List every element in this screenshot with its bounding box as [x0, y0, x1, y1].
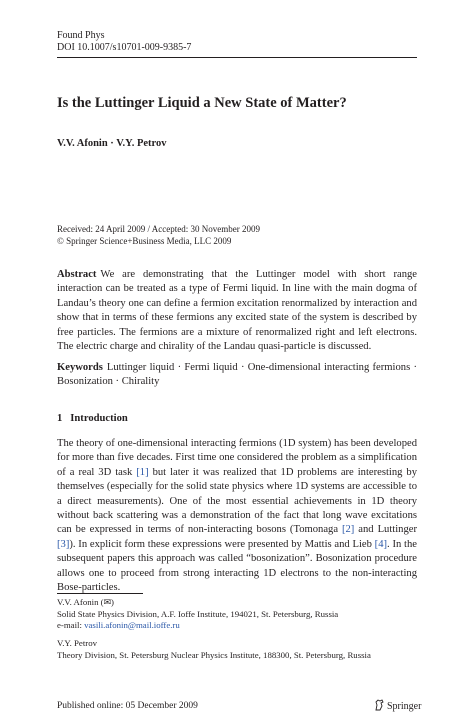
- abstract: [57, 268, 417, 354]
- footnote-email-line: [57, 620, 437, 632]
- footnote-affiliation: Solid State Physics Division, A.F. Ioffe Institute, 194021, St. Petersburg, Russia: [57, 608, 339, 619]
- publisher-logo: [374, 699, 421, 713]
- abstract-text: We are demonstrating that the Luttinger model with short range interaction can be treated as a type of Fermi liquid. In line with the main dogma of Landau’s theory one can define a fermion excitation renormalized by interaction and show that in terms of these fermions any excited state of the system is described by free particles. The fermions are a mixture of renormalized right and left electrons. The electric charge and chirality of the Landau quasi-particle is discussed.: [57, 269, 417, 353]
- intro-text: . In the subsequent papers this approach was called “bosonization”. Bosonization procedure allows one to proceed from strong interacting 1D electrons to the non-interacting Bose-particles.: [57, 538, 417, 594]
- citation-link[interactable]: [2]: [341, 524, 355, 536]
- footnote-author-name: V.V. Afonin (✉): [57, 597, 114, 607]
- abstract-label: Abstract: [57, 269, 97, 280]
- intro-text: but later it was realized that 1D problems are interesting by themselves (especially for the solid state physics where 1D systems are accessible to a direct measurements). One of the most essential achievements in 1D theory without back scattering was a demonstration of the fact that long wave excitations can be expressed in terms of non-interacting bosons (Tomonaga: [57, 466, 418, 536]
- springer-horse-icon: [374, 699, 385, 711]
- journal-header: [57, 30, 191, 54]
- intro-text: ). In explicit form these expressions were presented by Mattis and Lieb: [69, 538, 375, 550]
- author-footnote-petrov: [57, 638, 437, 661]
- email-link[interactable]: vasili.afonin@mail.ioffe.ru: [84, 620, 180, 631]
- paper-title: Is the Luttinger Liquid a New State of Matter?: [57, 95, 347, 111]
- copyright-line: © Springer Science+Business Media, LLC 2009: [57, 235, 232, 246]
- journal-doi: DOI 10.1007/s10701-009-9385-7: [57, 42, 192, 53]
- introduction-paragraph: [57, 437, 417, 595]
- footnote-author-name: V.Y. Petrov: [57, 638, 98, 648]
- email-label: e-mail:: [57, 620, 85, 631]
- header-rule: [57, 57, 417, 58]
- publisher-name: Springer: [387, 701, 422, 712]
- footnote-affiliation: Theory Division, St. Petersburg Nuclear Physics Institute, 188300, St. Petersburg, Russia: [57, 649, 371, 660]
- section-title: Introduction: [70, 413, 128, 424]
- keywords-label: Keywords: [57, 362, 103, 373]
- author-footnote-afonin: [57, 597, 437, 632]
- published-online-date: Published online: 05 December 2009: [57, 701, 198, 711]
- citation-link[interactable]: [1]: [136, 466, 149, 478]
- intro-text: and Luttinger: [354, 524, 417, 536]
- citation-link[interactable]: [4]: [374, 538, 388, 550]
- keywords-text: Luttinger liquid · Fermi liquid · One-dimensional interacting fermions · Bosonization · Chirality: [57, 362, 417, 388]
- received-accepted-dates: Received: 24 April 2009 / Accepted: 30 November 2009: [57, 224, 260, 234]
- keywords: [57, 361, 417, 390]
- footnote-rule: [57, 593, 143, 594]
- publication-dates: [57, 224, 260, 247]
- author-list: V.V. Afonin · V.Y. Petrov: [57, 138, 167, 149]
- section-heading: [57, 412, 128, 425]
- section-number: 1: [57, 413, 63, 424]
- journal-name: Found Phys: [57, 30, 105, 41]
- citation-link[interactable]: [3]: [57, 538, 70, 550]
- intro-text: The theory of one-dimensional interacting fermions (1D system) has been developed for more than five decades. First time one considered the problem as a simplification of a real 3D task: [57, 438, 417, 478]
